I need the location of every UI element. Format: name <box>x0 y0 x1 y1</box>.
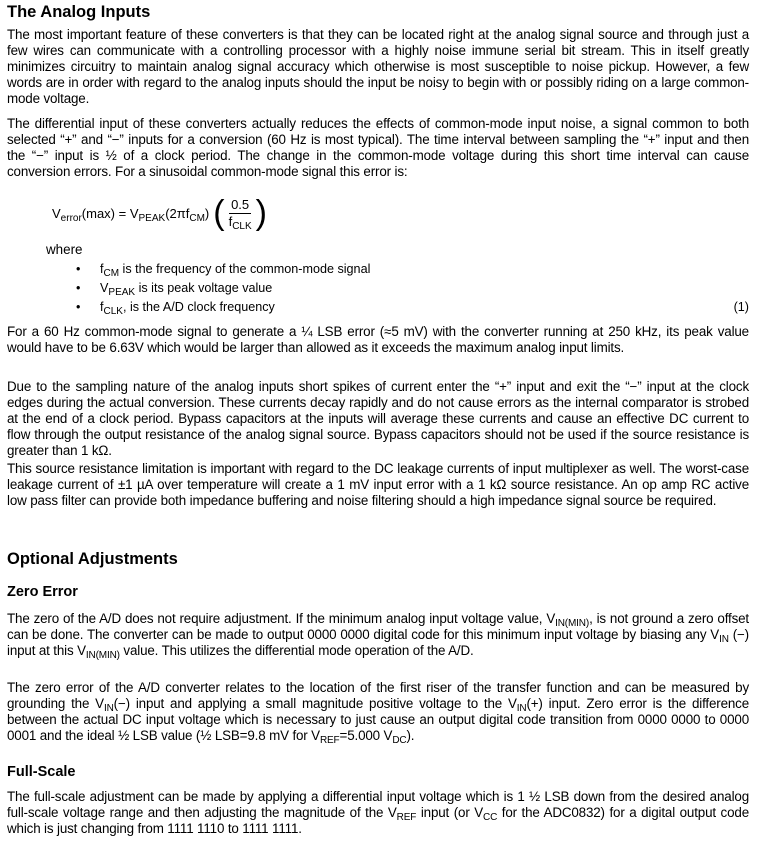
formula-fraction <box>228 197 252 232</box>
paragraph-intro: The most important feature of these converters is that they can be located right at the analog signal source and through just a few wires can communicate with a controlling processor with a highly noise immune serial bit stream. This in itself greatly minimizes circuitry to maintain analog signal accuracy which otherwise is most susceptible to noise pickup. However, a few words are in order with regard to the analog inputs should the input be noisy to begin with or possibly riding on a large common-mode voltage. <box>7 27 749 106</box>
subscript: IN <box>516 703 527 714</box>
list-item-text: $f_{CLK}$, is the A/D clock frequency <box>100 300 275 317</box>
subscript: error <box>60 212 82 224</box>
subscript: REF <box>396 812 417 823</box>
fraction-denominator: $f_{CLK}$ <box>228 214 252 232</box>
formula-lhs: $V_{error}(\max)$ = <box>52 205 127 224</box>
subscript: CLK <box>103 306 123 317</box>
list-item: • $f_{CM}$ is the frequency of the common-mode signal <box>76 262 371 279</box>
paragraph-zero-1: The zero of the A/D does not require adjustment. If the minimum analog input voltage value, $V_{IN(MIN)}$, is not ground a zero offset can be done. The converter can be made to output 0000 0000 digital code for this minimum input voltage by biasing any $V_{IN}$ (−) input at this $V_{IN(MIN)}$ value. This utilizes the differential mode operation of the A/D. <box>7 611 749 661</box>
paragraph-source-resistance: This source resistance limitation is important with regard to the DC leakage currents of input multiplexer as well. The worst-case leakage current of ±1 µA over temperature will create a 1 mV input error with a 1 kΩ source resistance. An op amp RC active low pass filter can provide both impedance buffering and noise filtering should a high impedance signal source be required. <box>7 461 749 508</box>
formula-rhs: $V_{PEAK}(2\pi f_{CM})$ <box>129 205 210 224</box>
subsection-title-zero-error: Zero Error <box>7 584 78 600</box>
left-paren: ( <box>213 194 225 232</box>
section-title-optional-adjustments: Optional Adjustments <box>7 550 178 568</box>
paragraph-zero-2: The zero error of the A/D converter relates to the location of the first riser of the transfer function and can be measured by grounding the $V_{IN}(-)$ input and applying a small magnitude positive voltage to the $V_{IN}(+)$ input. Zero error is the difference between the actual DC input voltage which is necessary to just cause an output digital code transition from 0000 0000 to 0000 0001 and the ideal ½ LSB value (½ LSB=9.8 mV for $V_{REF}=5.000$ $V_{DC}$). <box>7 680 750 746</box>
paragraph-full-scale: The full-scale adjustment can be made by applying a differential input voltage which is 1 ½ LSB down from the desired analog full-scale voltage range and then adjusting the magnitude of the $V_{REF}$ input (or $V_{CC}$ for the ADC0832) for a digital output code which is just changing from 1111 1110 to 1111 1111. <box>7 789 749 836</box>
subsection-title-full-scale: Full-Scale <box>7 764 76 780</box>
list-item: • $V_{PEAK}$ is its peak voltage value <box>76 281 273 298</box>
list-item-text: $f_{CM}$ is the frequency of the common-mode signal <box>100 262 371 279</box>
subscript: REF <box>319 735 340 746</box>
subscript: DC <box>392 735 407 746</box>
list-item: • $f_{CLK}$, is the A/D clock frequency <box>76 300 275 317</box>
subscript: IN <box>719 634 729 645</box>
paragraph-differential-input: The differential input of these converters actually reduces the effects of common-mode input noise, a signal common to both selected “+” and “−” inputs for a conversion (60 Hz is most typical). The time interval between sampling the “+” input and then the “−” input is ½ of a clock period. The change in the common-mode voltage during this short time interval can cause conversion errors. For a sinusoidal common-mode signal this error is: <box>7 116 749 179</box>
variable-list <box>76 262 370 319</box>
error-formula <box>52 196 271 230</box>
section-title-analog-inputs: The Analog Inputs <box>7 3 151 21</box>
subscript: PEAK <box>138 212 166 224</box>
subscript: IN <box>103 703 114 714</box>
subscript: CM <box>103 268 120 279</box>
fraction-numerator: 0.5 <box>231 197 250 212</box>
paragraph-sampling: Due to the sampling nature of the analog inputs short spikes of current enter the “+” input and exit the “−” input at the clock edges during the actual conversion. These currents decay rapidly and do not cause errors as the internal comparator is strobed at the end of a clock period. Bypass capacitors at the inputs will average these currents and cause an effective DC current to flow through the output resistance of the analog signal source. Bypass capacitors should not be used if the source resistance is greater than 1 kΩ. <box>7 379 749 458</box>
subscript: CC <box>483 812 498 823</box>
list-item-text: $V_{PEAK}$ is its peak voltage value <box>100 281 273 298</box>
subscript: CM <box>189 212 205 224</box>
subscript: CLK <box>232 221 252 232</box>
where-label: where <box>46 242 83 257</box>
equation-number: (1) <box>733 300 749 314</box>
subscript: IN(MIN) <box>85 650 120 661</box>
paragraph-60hz-example: For a 60 Hz common-mode signal to generate a ¼ LSB error (≈5 mV) with the converter running at 250 kHz, its peak value would have to be 6.63V which would be larger than allowed as it exceeds the maximum analog input limits. <box>7 324 749 355</box>
subscript: PEAK <box>108 287 136 298</box>
subscript: IN(MIN) <box>555 618 590 629</box>
right-paren: ) <box>255 194 267 232</box>
